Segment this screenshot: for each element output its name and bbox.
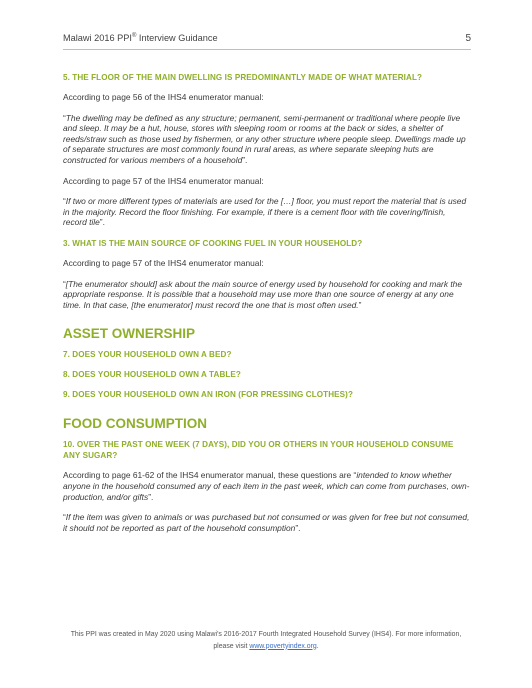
page-number: 5 xyxy=(465,33,471,44)
food-consumption-title: FOOD CONSUMPTION xyxy=(63,416,207,432)
page-footer xyxy=(40,629,492,652)
question-7-heading: 7. DOES YOUR HOUSEHOLD OWN A BED? xyxy=(63,350,232,360)
q5-source-1: According to page 56 of the IHS4 enumerator manual: xyxy=(63,92,264,102)
asset-ownership-title: ASSET OWNERSHIP xyxy=(63,326,196,342)
question-5-heading: 5. THE FLOOR OF THE MAIN DWELLING IS PREDOMINANTLY MADE OF WHAT MATERIAL? xyxy=(63,73,423,82)
question-10-heading: 10. OVER THE PAST ONE WEEK (7 DAYS), DID YOU OR OTHERS IN YOUR HOUSEHOLD CONSUME ANY SUGAR? xyxy=(63,440,454,461)
q10-quote: “If the item was given to animals or was purchased but not consumed or was given for free but not consumed, it should not be reported as part of the household consumption”. xyxy=(63,512,470,533)
povertyindex-link[interactable]: www.povertyindex.org xyxy=(249,642,317,650)
footer-line-2: please visit www.povertyindex.org. xyxy=(213,642,319,650)
q5-quote-1: “The dwelling may be defined as any structure; permanent, semi-permanent or traditional where people live and sleep. It may be a hut, house, stores with sleeping room or rooms at the back or sides, a shelter of reeds/straw such as those used by fishermen, or any other structure where people sleep. Dwellings made up of separate structures are most commonly found in rural areas, as where separate sleeping huts are constructed for various members of a household”. xyxy=(63,112,466,165)
page-content xyxy=(63,72,471,543)
question-8-heading: 8. DOES YOUR HOUSEHOLD OWN A TABLE? xyxy=(63,370,241,380)
q10-source: According to page 61-62 of the IHS4 enumerator manual, these questions are “intended to know whether anyone in the household consumed any of each item in the past week, which can come from purchases, own-production, and/or gifts”. xyxy=(63,470,470,502)
q5-source-2: According to page 57 of the IHS4 enumerator manual: xyxy=(63,175,264,186)
question-3-heading: 3. WHAT IS THE MAIN SOURCE OF COOKING FUEL IN YOUR HOUSEHOLD? xyxy=(63,238,363,248)
footer-line-1: This PPI was created in May 2020 using Malawi’s 2016-2017 Fourth Integrated Household Survey (IHS4). For more information, xyxy=(70,631,462,638)
q5-quote-2: “If two or more different types of materials are used for the […] floor, you must report the material that is used in the majority. Record the floor finishing. For example, if there is a cement floor with tile covering/finish, record tile”. xyxy=(63,196,467,228)
question-9-heading: 9. DOES YOUR HOUSEHOLD OWN AN IRON (FOR PRESSING CLOTHES)? xyxy=(63,390,353,400)
document-title: Malawi 2016 PPI® Interview Guidance xyxy=(63,33,218,43)
q3-source: According to page 57 of the IHS4 enumerator manual: xyxy=(63,257,264,268)
page-header xyxy=(63,33,471,45)
q3-quote: “[The enumerator should] ask about the main source of energy used by household for cooking and mark the appropriate response. It is possible that a household may use more than one source of energy at any one time. In that case, [the enumerator] must record the one that is most often used.” xyxy=(63,278,462,310)
header-divider xyxy=(63,49,471,50)
